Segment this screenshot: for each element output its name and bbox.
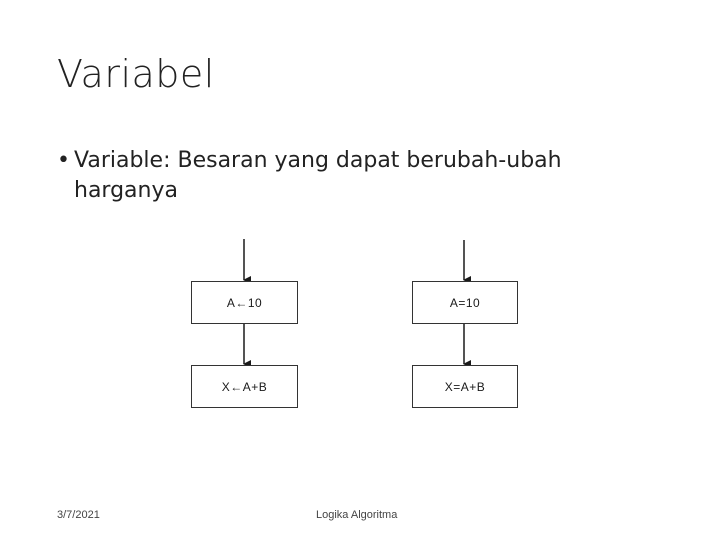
footer-center-text: Logika Algoritma [316,509,398,521]
box-a-assign-10: A←10 [191,281,298,324]
slide-title: Variabel [57,52,215,96]
box-x-equals-a-plus-b: X=A+B [412,365,518,408]
bullet-dot: • [57,148,70,173]
bullet-text: Variable: Besaran yang dapat berubah-ubah harganya [74,148,562,203]
footer-date: 3/7/2021 [57,509,100,521]
box-a-equals-10: A=10 [412,281,518,324]
box-x-assign-a-plus-b: X←A+B [191,365,298,408]
